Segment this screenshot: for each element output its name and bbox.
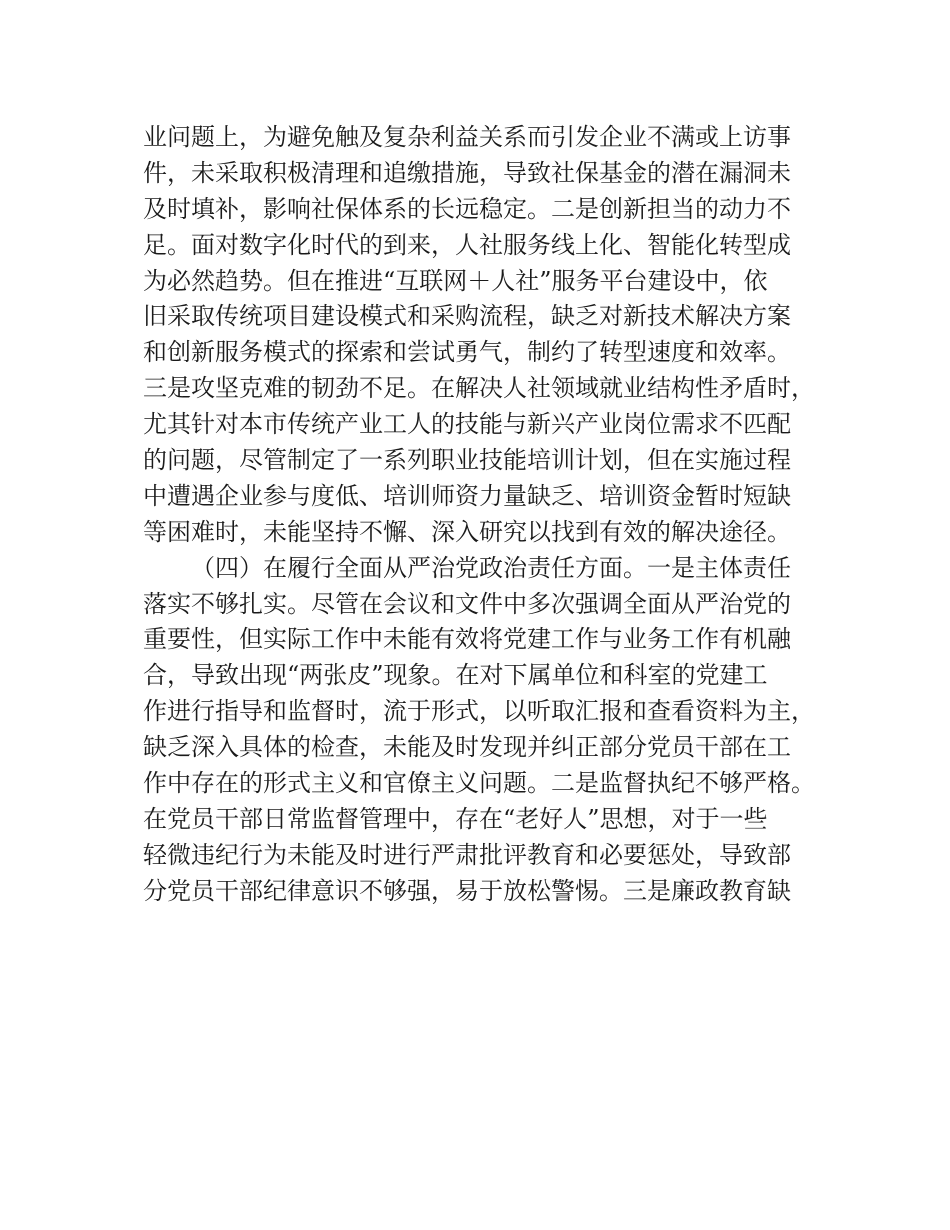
text-line: 业问题上，为避免触及复杂利益关系而引发企业不满或上访事 [143, 123, 791, 151]
text-line: 旧采取传统项目建设模式和采购流程，缺乏对新技术解决方案 [143, 302, 791, 331]
text-line: 和创新服务模式的探索和尝试勇气，制约了转型速度和效率。 [143, 338, 791, 367]
text-line: 作进行指导和监督时，流于形式，以听取汇报和查看资料为主， [143, 697, 815, 726]
text-line: 足。面对数字化时代的到来，人社服务线上化、智能化转型成 [143, 230, 791, 259]
text-line-first: （四）在履行全面从严治党政治责任方面。一是主体责任 [191, 553, 791, 582]
text-line: 尤其针对本市传统产业工人的技能与新兴产业岗位需求不匹配 [143, 410, 791, 439]
text-line: 落实不够扎实。尽管在会议和文件中多次强调全面从严治党的 [143, 589, 791, 618]
paragraph-1 [143, 120, 833, 551]
text-line: 为必然趋势。但在推进“互联网＋人社”服务平台建设中，依 [143, 266, 768, 295]
text-line: 的问题，尽管制定了一系列职业技能培训计划，但在实施过程 [143, 446, 791, 475]
text-line: 件，未采取积极清理和追缴措施，导致社保基金的潜在漏洞未 [143, 158, 791, 187]
text-line: 轻微违纪行为未能及时进行严肃批评教育和必要惩处，导致部 [143, 840, 791, 869]
text-line: 分党员干部纪律意识不够强，易于放松警惕。三是廉政教育缺 [143, 876, 791, 905]
text-line: 等困难时，未能坚持不懈、深入研究以找到有效的解决途径。 [143, 517, 791, 546]
text-line: 重要性，但实际工作中未能有效将党建工作与业务工作有机融 [143, 625, 791, 654]
text-line: 在党员干部日常监督管理中，存在“老好人”思想，对于一些 [143, 804, 768, 833]
text-line: 作中存在的形式主义和官僚主义问题。二是监督执纪不够严格。 [143, 769, 815, 798]
paragraph-2 [143, 551, 833, 910]
text-line: 缺乏深入具体的检查，未能及时发现并纠正部分党员干部在工 [143, 733, 791, 762]
text-line: 及时填补，影响社保体系的长远稳定。二是创新担当的动力不 [143, 194, 791, 223]
text-line: 中遭遇企业参与度低、培训师资力量缺乏、培训资金暂时短缺 [143, 481, 791, 510]
text-line: 三是攻坚克难的韧劲不足。在解决人社领域就业结构性矛盾时， [143, 374, 815, 403]
text-line: 合，导致出现“两张皮”现象。在对下属单位和科室的党建工 [143, 661, 768, 690]
document-body [143, 120, 833, 910]
